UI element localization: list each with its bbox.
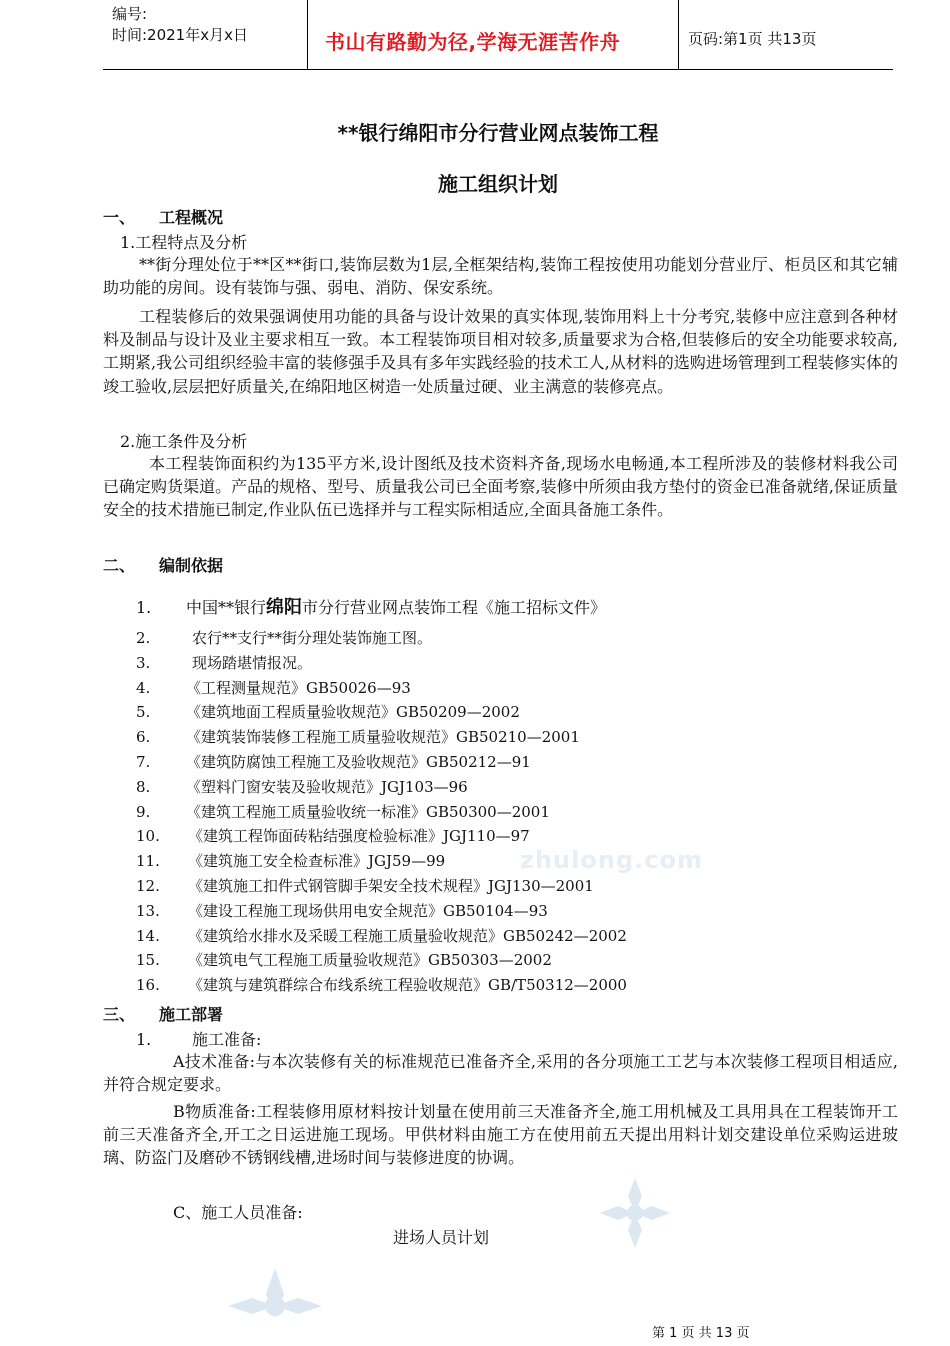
- reference-number: 10.: [136, 827, 160, 846]
- reference-number: 12.: [136, 877, 160, 895]
- watermark: zhulong.com: [520, 846, 703, 874]
- section-title: 编制依据: [159, 556, 224, 575]
- reference-text: 《工程测量规范》GB50026—93: [186, 678, 411, 697]
- reference-text: 《建筑施工安全检查标准》JGJ59—99: [188, 852, 446, 871]
- reference-text: 《建筑防腐蚀工程施工及验收规范》GB50212—91: [186, 753, 531, 771]
- header-bottom-rule: [103, 69, 893, 70]
- header-meta: [112, 4, 248, 46]
- reference-text: 《建筑施工扣件式钢管脚手架安全技术规程》JGJ130—2001: [188, 877, 594, 895]
- reference-item: [136, 593, 606, 619]
- subsection-number: 1.: [136, 1030, 152, 1049]
- reference-text: 现场踏堪情报况。: [192, 653, 313, 672]
- reference-text: 农行**支行**街分理处装饰施工图。: [192, 629, 433, 647]
- section-heading-3: [103, 1002, 223, 1025]
- section-heading-1: [103, 205, 223, 228]
- time-label: 时间:2021年x月x日: [112, 26, 248, 44]
- reference-number: 11.: [136, 852, 160, 871]
- reference-text: 《建筑与建筑群综合布线系统工程验收规范》GB/T50312—2000: [188, 976, 627, 995]
- reference-item: [136, 627, 432, 648]
- section-title: 工程概况: [159, 208, 224, 227]
- reference-item: [136, 900, 548, 921]
- reference-number: 1.: [136, 598, 152, 617]
- section-title: 施工部署: [159, 1005, 224, 1024]
- reference-text: 市分行营业网点装饰工程《施工招标文件》: [302, 598, 607, 617]
- subsection-heading: 1.工程特点及分析: [120, 233, 248, 252]
- reference-item: [136, 974, 627, 995]
- subsection-title: 施工准备:: [192, 1030, 262, 1049]
- reference-number: 6.: [136, 728, 151, 747]
- header-divider-left: [307, 0, 308, 70]
- reference-item: [136, 652, 312, 673]
- snowflake-watermark-icon: [598, 1176, 672, 1250]
- reference-text: 中国**银行: [186, 598, 267, 617]
- reference-text: 《建筑电气工程施工质量验收规范》GB50303—2002: [188, 951, 552, 970]
- reference-text: 《建筑工程饰面砖粘结强度检验标准》JGJ110—97: [188, 827, 530, 846]
- reference-item: [136, 776, 468, 797]
- reference-number: 15.: [136, 951, 160, 970]
- serial-label: 编号:: [112, 5, 148, 23]
- subsection-label: C、施工人员准备:: [173, 1203, 303, 1222]
- reference-item: [136, 801, 550, 822]
- reference-item: [136, 825, 530, 846]
- reference-item: [136, 751, 531, 772]
- page-footer: 第 1 页 共 13 页: [652, 1326, 750, 1341]
- reference-item: [136, 701, 520, 722]
- header-divider-right: [678, 0, 679, 70]
- document-subtitle: 施工组织计划: [438, 172, 558, 196]
- reference-text: 《建设工程施工现场供用电安全规范》GB50104—93: [188, 901, 548, 920]
- reference-number: 7.: [136, 753, 151, 771]
- reference-item: [136, 726, 580, 747]
- reference-text-bold: 绵阳: [266, 597, 303, 618]
- reference-item: [136, 850, 445, 871]
- reference-item: [136, 949, 552, 970]
- reference-text: 《建筑地面工程质量验收规范》GB50209—2002: [186, 703, 520, 722]
- reference-number: 14.: [136, 926, 160, 945]
- reference-text: 《建筑工程施工质量验收统一标准》GB50300—2001: [186, 802, 550, 821]
- reference-number: 16.: [136, 976, 160, 995]
- section-number: 三、: [103, 1005, 136, 1024]
- reference-number: 2.: [136, 629, 151, 647]
- section-heading-2: [103, 553, 223, 576]
- snowflake-watermark-icon: [220, 1266, 330, 1346]
- reference-number: 9.: [136, 802, 151, 821]
- reference-item: [136, 677, 411, 698]
- section-number: 二、: [103, 556, 136, 575]
- paragraph: 工程装修后的效果强调使用功能的具备与设计效果的真实体现,装饰用料上十分考究,装修中应注意到各种材料及制品与设计及业主要求相互一致。本工程装饰项目相对较多,质量要求为合格,但装修后的安全功能要求较高,工期紧,我公司组织经验丰富的装修强手及具有多年实践经验的技术工人,从材料的选购进场管理到工程装修实体的竣工验收,层层把好质量关,在绵阳地区树造一处质量过硬、业主满意的装修亮点。: [103, 307, 898, 396]
- header-motto: 书山有路勤为径,学海无涯苦作舟: [325, 30, 621, 54]
- subsection-heading: [136, 1027, 261, 1050]
- reference-text: 《塑料门窗安装及验收规范》JGJ103—96: [186, 777, 468, 796]
- reference-number: 13.: [136, 901, 160, 920]
- reference-number: 5.: [136, 703, 151, 722]
- paragraph: B物质准备:工程装修用原材料按计划量在使用前三天准备齐全,施工用机械及工具用具在工程装饰开工前三天准备齐全,开工之日运进施工现场。甲供材料由施工方在使用前五天提出用料计划交建设单位采购运进玻璃、防盗门及磨砂不锈钢线槽,进场时间与装修进度的协调。: [103, 1102, 898, 1168]
- reference-text: 《建筑给水排水及采暖工程施工质量验收规范》GB50242—2002: [188, 926, 627, 945]
- reference-number: 8.: [136, 777, 151, 796]
- reference-item: [136, 875, 594, 896]
- paragraph: **街分理处位于**区**街口,装饰层数为1层,全框架结构,装饰工程按使用功能划分营业厅、柜员区和其它辅助功能的房间。设有装饰与强、弱电、消防、保安系统。: [103, 255, 898, 298]
- section-number: 一、: [103, 208, 136, 227]
- plan-table-title: 进场人员计划: [393, 1228, 490, 1247]
- reference-number: 3.: [136, 653, 151, 672]
- paragraph: 本工程装饰面积约为135平方米,设计图纸及技术资料齐备,现场水电畅通,本工程所涉及的装修材料我公司已确定购货渠道。产品的规格、型号、质量我公司已全面考察,装修中所须由我方垫付的资金已准备就绪,保证质量安全的技术措施已制定,作业队伍已选择并与工程实际相适应,全面具备施工条件。: [103, 454, 898, 520]
- paragraph: A技术准备:与本次装修有关的标准规范已准备齐全,采用的各分项施工工艺与本次装修工程项目相适应,并符合规定要求。: [103, 1052, 898, 1095]
- reference-text: 《建筑装饰装修工程施工质量验收规范》GB50210—2001: [186, 728, 580, 747]
- header-page-info: 页码:第1页 共13页: [688, 30, 817, 48]
- reference-number: 4.: [136, 678, 151, 697]
- reference-item: [136, 925, 627, 946]
- subsection-heading: 2.施工条件及分析: [120, 432, 248, 451]
- document-title: **银行绵阳市分行营业网点装饰工程: [337, 121, 659, 145]
